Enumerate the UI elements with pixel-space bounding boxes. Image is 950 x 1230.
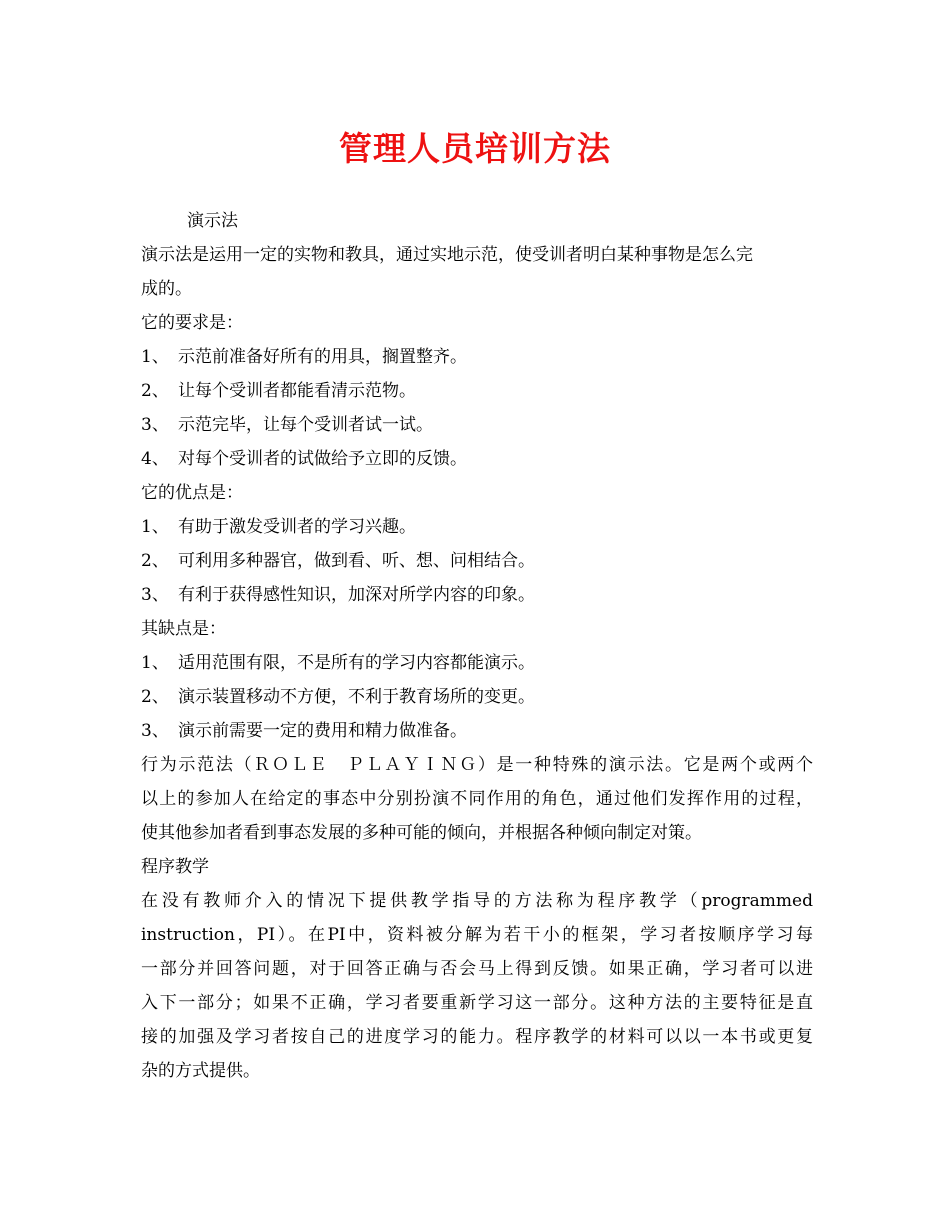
list-item-number: 3、 xyxy=(141,721,169,741)
list-item xyxy=(141,680,813,714)
list-item-number: 2、 xyxy=(141,381,169,401)
list-item-text: 演示前需要一定的费用和精力做准备。 xyxy=(178,721,467,741)
list-item xyxy=(141,714,813,748)
list-item-text: 适用范围有限，不是所有的学习内容都能演示。 xyxy=(178,653,535,673)
requirements-heading: 它的要求是： xyxy=(141,313,243,333)
list-item xyxy=(141,340,813,374)
list-item-text: 有利于获得感性知识，加深对所学内容的印象。 xyxy=(178,585,535,605)
list-item-number: 4、 xyxy=(141,449,169,469)
section-heading-programmed-instruction: 程序教学 xyxy=(141,857,209,877)
paragraph-line: 使其他参加者看到事态发展的多种可能的倾向，并根据各种倾向制定对策。 xyxy=(141,823,702,843)
paragraph-line: 成的。 xyxy=(141,279,192,299)
list-item-number: 1、 xyxy=(141,347,169,367)
list-item xyxy=(141,544,813,578)
paragraph-line: 行为示范法（ＲＯＬＥ ＰＬＡＹＩＮＧ）是一种特殊的演示法。它是两个或两个 xyxy=(141,755,813,775)
list-item xyxy=(141,578,813,612)
list-item xyxy=(141,408,813,442)
paragraph-line: 杂的方式提供。 xyxy=(141,1061,260,1081)
list-item-text: 示范前准备好所有的用具，搁置整齐。 xyxy=(178,347,467,367)
list-item xyxy=(141,646,813,680)
list-item-number: 2、 xyxy=(141,687,169,707)
disadvantages-heading: 其缺点是： xyxy=(141,619,226,639)
list-item-number: 3、 xyxy=(141,415,169,435)
list-item-text: 示范完毕，让每个受训者试一试。 xyxy=(178,415,433,435)
list-item-text: 演示装置移动不方便，不利于教育场所的变更。 xyxy=(178,687,535,707)
list-item-text: 对每个受训者的试做给予立即的反馈。 xyxy=(178,449,467,469)
paragraph-line: 在没有教师介入的情况下提供教学指导的方法称为程序教学（programmed xyxy=(141,891,813,911)
list-item-text: 有助于激发受训者的学习兴趣。 xyxy=(178,517,416,537)
list-item xyxy=(141,510,813,544)
list-item-number: 2、 xyxy=(141,551,169,571)
paragraph-line: 以上的参加人在给定的事态中分别扮演不同作用的角色，通过他们发挥作用的过程， xyxy=(141,789,813,809)
advantages-heading: 它的优点是： xyxy=(141,483,243,503)
paragraph-line: 演示法是运用一定的实物和教具，通过实地示范，使受训者明白某种事物是怎么完 xyxy=(141,245,753,265)
list-item xyxy=(141,442,813,476)
paragraph-line: 一部分并回答问题，对于回答正确与否会马上得到反馈。如果正确，学习者可以进 xyxy=(141,959,813,979)
document-title: 管理人员培训方法 xyxy=(339,129,611,168)
paragraph-line: instruction，PI）。在PI中，资料被分解为若干小的框架，学习者按顺序学习每 xyxy=(141,925,813,945)
list-item-number: 1、 xyxy=(141,653,169,673)
list-item-text: 可利用多种器官，做到看、听、想、问相结合。 xyxy=(178,551,535,571)
document-body xyxy=(141,204,813,1088)
list-item-number: 1、 xyxy=(141,517,169,537)
list-item-text: 让每个受训者都能看清示范物。 xyxy=(178,381,416,401)
list-item-number: 3、 xyxy=(141,585,169,605)
paragraph-line: 接的加强及学习者按自己的进度学习的能力。程序教学的材料可以以一本书或更复 xyxy=(141,1027,813,1047)
list-item xyxy=(141,374,813,408)
section-heading-demonstration: 演示法 xyxy=(187,211,238,231)
paragraph-line: 入下一部分；如果不正确，学习者要重新学习这一部分。这种方法的主要特征是直 xyxy=(141,993,813,1013)
